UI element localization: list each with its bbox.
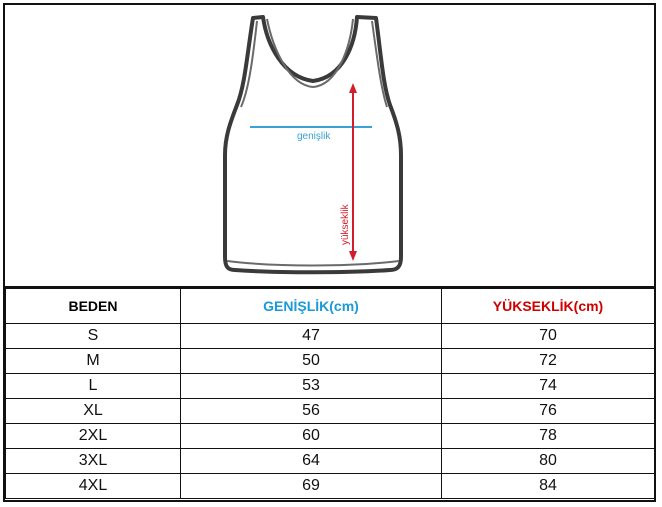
- width-cell: 50: [181, 349, 442, 374]
- width-cell: 69: [181, 474, 442, 499]
- height-cell: 84: [442, 474, 655, 499]
- table-row: [6, 449, 655, 474]
- height-cell: 72: [442, 349, 655, 374]
- width-cell: 60: [181, 424, 442, 449]
- height-cell: 74: [442, 374, 655, 399]
- table-row: [6, 474, 655, 499]
- height-label: yükseklik: [340, 204, 351, 245]
- table-row: [6, 424, 655, 449]
- table-row: [6, 399, 655, 424]
- header-width: GENİŞLİK(cm): [181, 289, 442, 324]
- size-cell: M: [6, 349, 181, 374]
- width-label: genişlik: [297, 131, 331, 142]
- table-row: [6, 349, 655, 374]
- size-cell: L: [6, 374, 181, 399]
- height-cell: 76: [442, 399, 655, 424]
- size-cell: 3XL: [6, 449, 181, 474]
- header-height: YÜKSEKLİK(cm): [442, 289, 655, 324]
- tank-top-illustration: [5, 5, 654, 286]
- header-size: BEDEN: [6, 289, 181, 324]
- size-table: [5, 288, 655, 499]
- size-chart-frame: [3, 3, 656, 502]
- size-cell: 4XL: [6, 474, 181, 499]
- tank-top-outline: [225, 17, 401, 272]
- size-cell: XL: [6, 399, 181, 424]
- table-header-row: [6, 289, 655, 324]
- width-cell: 64: [181, 449, 442, 474]
- height-cell: 70: [442, 324, 655, 349]
- size-cell: S: [6, 324, 181, 349]
- size-cell: 2XL: [6, 424, 181, 449]
- height-cell: 78: [442, 424, 655, 449]
- table-row: [6, 324, 655, 349]
- tank-top-figure: [5, 5, 654, 288]
- table-row: [6, 374, 655, 399]
- width-cell: 53: [181, 374, 442, 399]
- height-cell: 80: [442, 449, 655, 474]
- width-cell: 47: [181, 324, 442, 349]
- width-cell: 56: [181, 399, 442, 424]
